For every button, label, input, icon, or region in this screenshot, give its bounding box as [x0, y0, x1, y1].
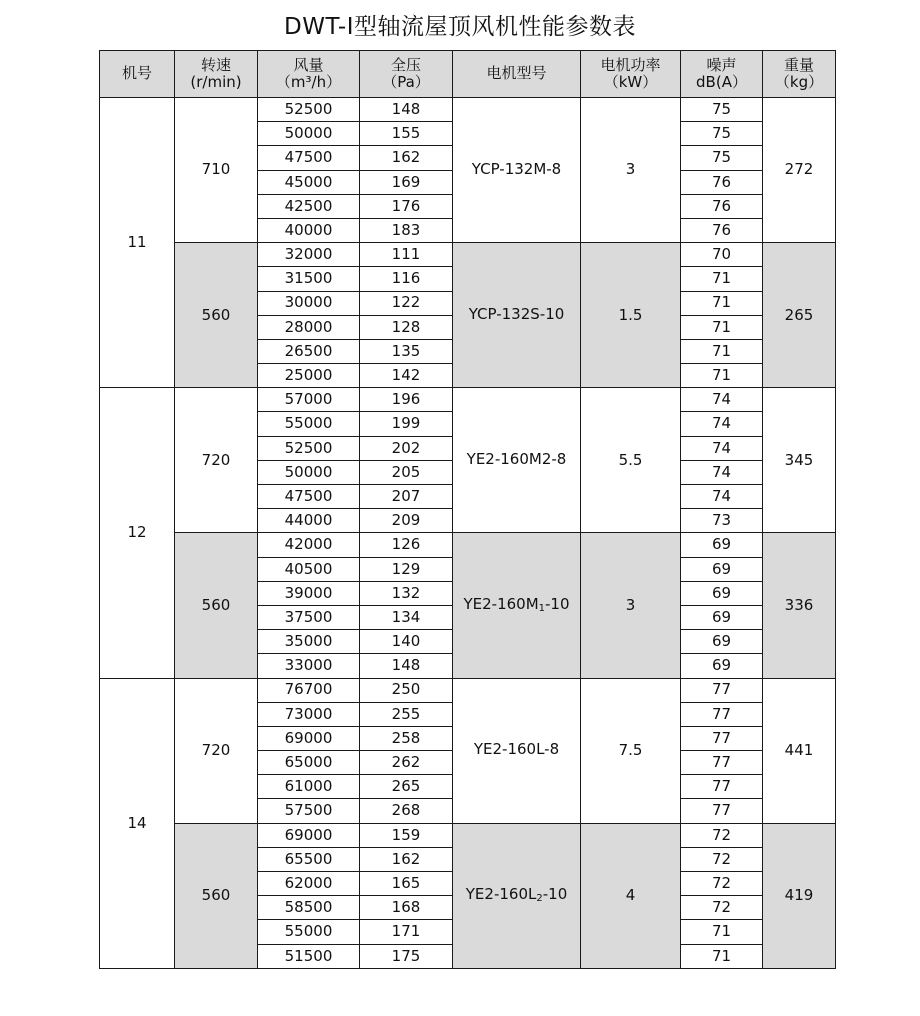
- pressure-cell: 207: [360, 485, 453, 509]
- header-power-unit: （kW）: [603, 73, 658, 91]
- noise-cell: 74: [681, 485, 763, 509]
- noise-cell: 72: [681, 872, 763, 896]
- noise-cell: 77: [681, 678, 763, 702]
- airflow-cell: 47500: [258, 146, 360, 170]
- pressure-cell: 134: [360, 605, 453, 629]
- header-airflow-unit: （m³/h）: [275, 73, 342, 91]
- model-number-cell: 11: [100, 98, 175, 388]
- pressure-cell: 128: [360, 315, 453, 339]
- weight-cell: 345: [763, 388, 836, 533]
- noise-cell: 74: [681, 436, 763, 460]
- motor-model-subscript: 2: [536, 893, 543, 905]
- motor-power-cell: 5.5: [581, 388, 681, 533]
- header-motor: 电机型号: [453, 51, 581, 98]
- noise-cell: 76: [681, 170, 763, 194]
- noise-cell: 77: [681, 775, 763, 799]
- motor-model-subscript: 1: [538, 603, 546, 615]
- pressure-cell: 162: [360, 146, 453, 170]
- airflow-cell: 26500: [258, 339, 360, 363]
- airflow-cell: 25000: [258, 364, 360, 388]
- header-pressure-label: 全压: [390, 55, 421, 74]
- motor-power-cell: 3: [581, 533, 681, 678]
- noise-cell: 74: [681, 388, 763, 412]
- noise-cell: 73: [681, 509, 763, 533]
- speed-cell: 720: [175, 388, 258, 533]
- airflow-cell: 62000: [258, 872, 360, 896]
- page-title: DWT-I型轴流屋顶风机性能参数表: [284, 14, 636, 40]
- motor-model-cell: [453, 243, 581, 388]
- pressure-cell: 122: [360, 291, 453, 315]
- weight-cell: 419: [763, 823, 836, 968]
- airflow-cell: 65000: [258, 751, 360, 775]
- airflow-cell: 52500: [258, 436, 360, 460]
- weight-cell: 272: [763, 98, 836, 243]
- motor-model-cell: [453, 388, 581, 533]
- noise-cell: 69: [681, 557, 763, 581]
- header-speed-label: 转速: [200, 55, 231, 74]
- airflow-cell: 44000: [258, 509, 360, 533]
- airflow-cell: 51500: [258, 944, 360, 968]
- header-model-no: 机号: [100, 51, 175, 98]
- weight-cell: 265: [763, 243, 836, 388]
- model-number-cell: 14: [100, 678, 175, 968]
- header-noise-unit: dB(A）: [696, 73, 747, 91]
- noise-cell: 77: [681, 799, 763, 823]
- pressure-cell: 171: [360, 920, 453, 944]
- table-row: [100, 388, 836, 412]
- airflow-cell: 42000: [258, 533, 360, 557]
- airflow-cell: 40000: [258, 218, 360, 242]
- header-airflow: [258, 51, 360, 98]
- airflow-cell: 42500: [258, 194, 360, 218]
- pressure-cell: 148: [360, 654, 453, 678]
- noise-cell: 74: [681, 460, 763, 484]
- motor-model-main: YE2-160L: [465, 885, 537, 904]
- airflow-cell: 50000: [258, 122, 360, 146]
- pressure-cell: 169: [360, 170, 453, 194]
- motor-model-cell: [453, 98, 581, 243]
- noise-cell: 69: [681, 581, 763, 605]
- table-row: [100, 98, 836, 122]
- noise-cell: 71: [681, 291, 763, 315]
- pressure-cell: 132: [360, 581, 453, 605]
- airflow-cell: 58500: [258, 896, 360, 920]
- header-pressure-unit: （Pa）: [382, 73, 430, 91]
- airflow-cell: 31500: [258, 267, 360, 291]
- motor-model-suffix: -10: [545, 595, 570, 614]
- noise-cell: 77: [681, 726, 763, 750]
- pressure-cell: 202: [360, 436, 453, 460]
- airflow-cell: 61000: [258, 775, 360, 799]
- pressure-cell: 176: [360, 194, 453, 218]
- noise-cell: 72: [681, 896, 763, 920]
- airflow-cell: 40500: [258, 557, 360, 581]
- header-weight-label: 重量: [783, 55, 814, 74]
- header-power: [581, 51, 681, 98]
- pressure-cell: 111: [360, 243, 453, 267]
- motor-model-cell: [453, 823, 581, 968]
- motor-power-cell: 3: [581, 98, 681, 243]
- pressure-cell: 148: [360, 98, 453, 122]
- noise-cell: 77: [681, 702, 763, 726]
- pressure-cell: 265: [360, 775, 453, 799]
- noise-cell: 72: [681, 847, 763, 871]
- header-power-label: 电机功率: [600, 55, 661, 74]
- airflow-cell: 57000: [258, 388, 360, 412]
- noise-cell: 71: [681, 315, 763, 339]
- pressure-cell: 255: [360, 702, 453, 726]
- pressure-cell: 140: [360, 630, 453, 654]
- noise-cell: 75: [681, 146, 763, 170]
- pressure-cell: 126: [360, 533, 453, 557]
- pressure-cell: 165: [360, 872, 453, 896]
- pressure-cell: 258: [360, 726, 453, 750]
- table-row: [100, 678, 836, 702]
- motor-power-cell: 1.5: [581, 243, 681, 388]
- header-airflow-label: 风量: [293, 55, 324, 74]
- motor-power-cell: 4: [581, 823, 681, 968]
- speed-cell: 720: [175, 678, 258, 823]
- airflow-cell: 50000: [258, 460, 360, 484]
- table-body: [100, 98, 836, 969]
- noise-cell: 71: [681, 339, 763, 363]
- motor-model-main: YE2-160L-8: [473, 740, 560, 759]
- header-weight-unit: （kg）: [774, 73, 824, 91]
- pressure-cell: 135: [360, 339, 453, 363]
- header-noise: [681, 51, 763, 98]
- pressure-cell: 168: [360, 896, 453, 920]
- airflow-cell: 28000: [258, 315, 360, 339]
- motor-model-suffix: -10: [542, 885, 568, 904]
- airflow-cell: 47500: [258, 485, 360, 509]
- table-row: [100, 533, 836, 557]
- airflow-cell: 76700: [258, 678, 360, 702]
- header-pressure: [360, 51, 453, 98]
- table-row: [100, 243, 836, 267]
- table-row: [100, 823, 836, 847]
- pressure-cell: 262: [360, 751, 453, 775]
- airflow-cell: 52500: [258, 98, 360, 122]
- pressure-cell: 162: [360, 847, 453, 871]
- noise-cell: 76: [681, 194, 763, 218]
- airflow-cell: 57500: [258, 799, 360, 823]
- motor-power-cell: 7.5: [581, 678, 681, 823]
- noise-cell: 74: [681, 412, 763, 436]
- pressure-cell: 199: [360, 412, 453, 436]
- performance-table: [99, 50, 836, 969]
- weight-cell: 441: [763, 678, 836, 823]
- header-weight: [763, 51, 836, 98]
- pressure-cell: 129: [360, 557, 453, 581]
- pressure-cell: 250: [360, 678, 453, 702]
- noise-cell: 69: [681, 654, 763, 678]
- motor-model-cell: [453, 678, 581, 823]
- airflow-cell: 39000: [258, 581, 360, 605]
- motor-model-main: YCP-132M-8: [471, 159, 562, 178]
- airflow-cell: 30000: [258, 291, 360, 315]
- noise-cell: 76: [681, 218, 763, 242]
- pressure-cell: 116: [360, 267, 453, 291]
- airflow-cell: 69000: [258, 823, 360, 847]
- noise-cell: 69: [681, 630, 763, 654]
- motor-model-main: YE2-160M: [463, 595, 539, 614]
- pressure-cell: 155: [360, 122, 453, 146]
- header-speed-unit: (r/min): [190, 73, 242, 91]
- noise-cell: 71: [681, 944, 763, 968]
- airflow-cell: 45000: [258, 170, 360, 194]
- pressure-cell: 175: [360, 944, 453, 968]
- header-noise-label: 噪声: [706, 55, 737, 74]
- pressure-cell: 196: [360, 388, 453, 412]
- airflow-cell: 35000: [258, 630, 360, 654]
- motor-model-main: YE2-160M2-8: [466, 450, 567, 469]
- model-number-cell: 12: [100, 388, 175, 678]
- motor-model-cell: [453, 533, 581, 678]
- noise-cell: 70: [681, 243, 763, 267]
- pressure-cell: 205: [360, 460, 453, 484]
- pressure-cell: 142: [360, 364, 453, 388]
- speed-cell: 560: [175, 533, 258, 678]
- airflow-cell: 55000: [258, 920, 360, 944]
- noise-cell: 75: [681, 122, 763, 146]
- airflow-cell: 37500: [258, 605, 360, 629]
- speed-cell: 560: [175, 823, 258, 968]
- speed-cell: 710: [175, 98, 258, 243]
- noise-cell: 71: [681, 920, 763, 944]
- airflow-cell: 33000: [258, 654, 360, 678]
- pressure-cell: 268: [360, 799, 453, 823]
- airflow-cell: 73000: [258, 702, 360, 726]
- noise-cell: 69: [681, 605, 763, 629]
- noise-cell: 77: [681, 751, 763, 775]
- header-row: [100, 51, 836, 98]
- noise-cell: 69: [681, 533, 763, 557]
- airflow-cell: 55000: [258, 412, 360, 436]
- speed-cell: 560: [175, 243, 258, 388]
- pressure-cell: 183: [360, 218, 453, 242]
- noise-cell: 71: [681, 267, 763, 291]
- airflow-cell: 65500: [258, 847, 360, 871]
- pressure-cell: 209: [360, 509, 453, 533]
- airflow-cell: 32000: [258, 243, 360, 267]
- noise-cell: 72: [681, 823, 763, 847]
- pressure-cell: 159: [360, 823, 453, 847]
- header-speed: [175, 51, 258, 98]
- noise-cell: 71: [681, 364, 763, 388]
- noise-cell: 75: [681, 98, 763, 122]
- motor-model-main: YCP-132S-10: [468, 304, 565, 323]
- airflow-cell: 69000: [258, 726, 360, 750]
- weight-cell: 336: [763, 533, 836, 678]
